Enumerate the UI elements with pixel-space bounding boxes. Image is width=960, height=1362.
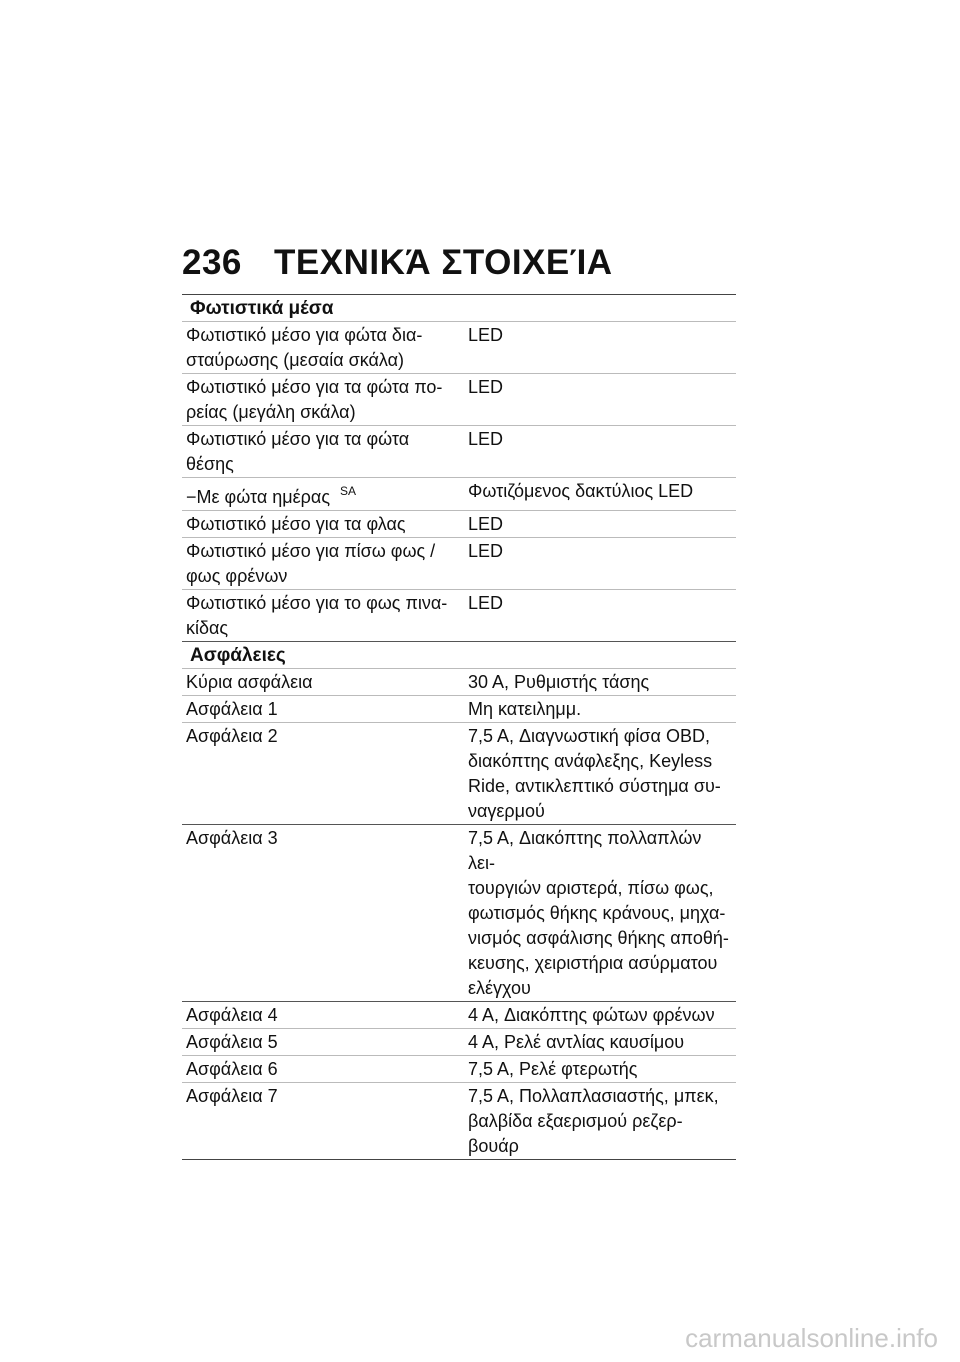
row-value: Μη κατειλημμ.: [468, 699, 582, 719]
row-label: Κύρια ασφάλεια: [186, 672, 313, 692]
row-label: Ασφάλεια 7: [186, 1086, 278, 1106]
table-row: [182, 825, 736, 1002]
row-value: Φωτιζόμενος δακτύλιος LED: [468, 481, 694, 501]
row-value: LED: [468, 541, 504, 561]
table-row: [182, 1083, 736, 1160]
table-row: [182, 696, 736, 723]
table-row: [182, 511, 736, 538]
row-label: Φωτιστικό μέσο για πίσω φως / φως φρένων: [186, 541, 436, 586]
table-row: [182, 590, 736, 642]
row-label: Ασφάλεια 1: [186, 699, 278, 719]
row-value: LED: [468, 377, 504, 397]
row-value: 7,5 A, Πολλαπλασιαστής, μπεκ, βαλβίδα εξαερισμού ρεζερ- βουάρ: [468, 1086, 719, 1156]
row-label: Φωτιστικό μέσο για τα φώτα θέσης: [186, 429, 410, 474]
section-title-lighting: Φωτιστικά μέσα: [182, 295, 736, 322]
row-label: Ασφάλεια 3: [186, 828, 278, 848]
table-row: [182, 1056, 736, 1083]
row-value: LED: [468, 325, 504, 345]
row-value: 30 A, Ρυθμιστής τάσης: [468, 672, 650, 692]
row-value: LED: [468, 429, 504, 449]
section-title-fuses: Ασφάλειες: [182, 642, 736, 669]
row-label-text: −Με φώτα ημέρας: [186, 487, 330, 507]
row-value: 7,5 A, Ρελέ φτερωτής: [468, 1059, 638, 1079]
table-row: [182, 322, 736, 374]
table-row: [182, 478, 736, 511]
row-value: LED: [468, 514, 504, 534]
row-label: Ασφάλεια 5: [186, 1032, 278, 1052]
row-value: 4 A, Ρελέ αντλίας καυσίμου: [468, 1032, 685, 1052]
row-label: Ασφάλεια 6: [186, 1059, 278, 1079]
table-row: [182, 426, 736, 478]
row-value: 7,5 A, Διαγνωστική φίσα OBD, διακόπτης ανάφλεξης, Keyless Ride, αντικλεπτικό σύστημα συ- ναγερμού: [468, 726, 721, 821]
row-label: Ασφάλεια 2: [186, 726, 278, 746]
optional-equipment-badge: SA: [340, 484, 357, 498]
row-label: Φωτιστικό μέσο για φώτα δια- σταύρωσης (μεσαία σκάλα): [186, 325, 423, 370]
row-label: [182, 478, 464, 510]
table-row: [182, 374, 736, 426]
spec-table: [182, 294, 736, 1160]
page-header: [182, 243, 613, 283]
row-label: Φωτιστικό μέσο για τα φώτα πο- ρείας (μεγάλη σκάλα): [186, 377, 443, 422]
table-row: [182, 669, 736, 696]
page-number: 236: [182, 243, 242, 282]
table-row: [182, 1029, 736, 1056]
row-value: 7,5 A, Διακόπτης πολλαπλών λει- τουργιών αριστερά, πίσω φως, φωτισμός θήκης κράνους, μηχα- νισμός ασφάλισης θήκης αποθή- κευσης, χειριστήρια ασύρματου ελέγχου: [468, 828, 729, 998]
table-row: [182, 1002, 736, 1029]
row-label: Φωτιστικό μέσο για τα φλας: [186, 514, 406, 534]
table-row: [182, 538, 736, 590]
row-value: LED: [468, 593, 504, 613]
row-label: Φωτιστικό μέσο για το φως πινα- κίδας: [186, 593, 448, 638]
row-value: 4 A, Διακόπτης φώτων φρένων: [468, 1005, 715, 1025]
watermark: carmanualsonline.info: [685, 1323, 938, 1353]
page-title: ΤΕΧΝΙΚΆ ΣΤΟΙΧΕΊΑ: [274, 243, 613, 282]
table-row: [182, 723, 736, 825]
row-label: Ασφάλεια 4: [186, 1005, 278, 1025]
